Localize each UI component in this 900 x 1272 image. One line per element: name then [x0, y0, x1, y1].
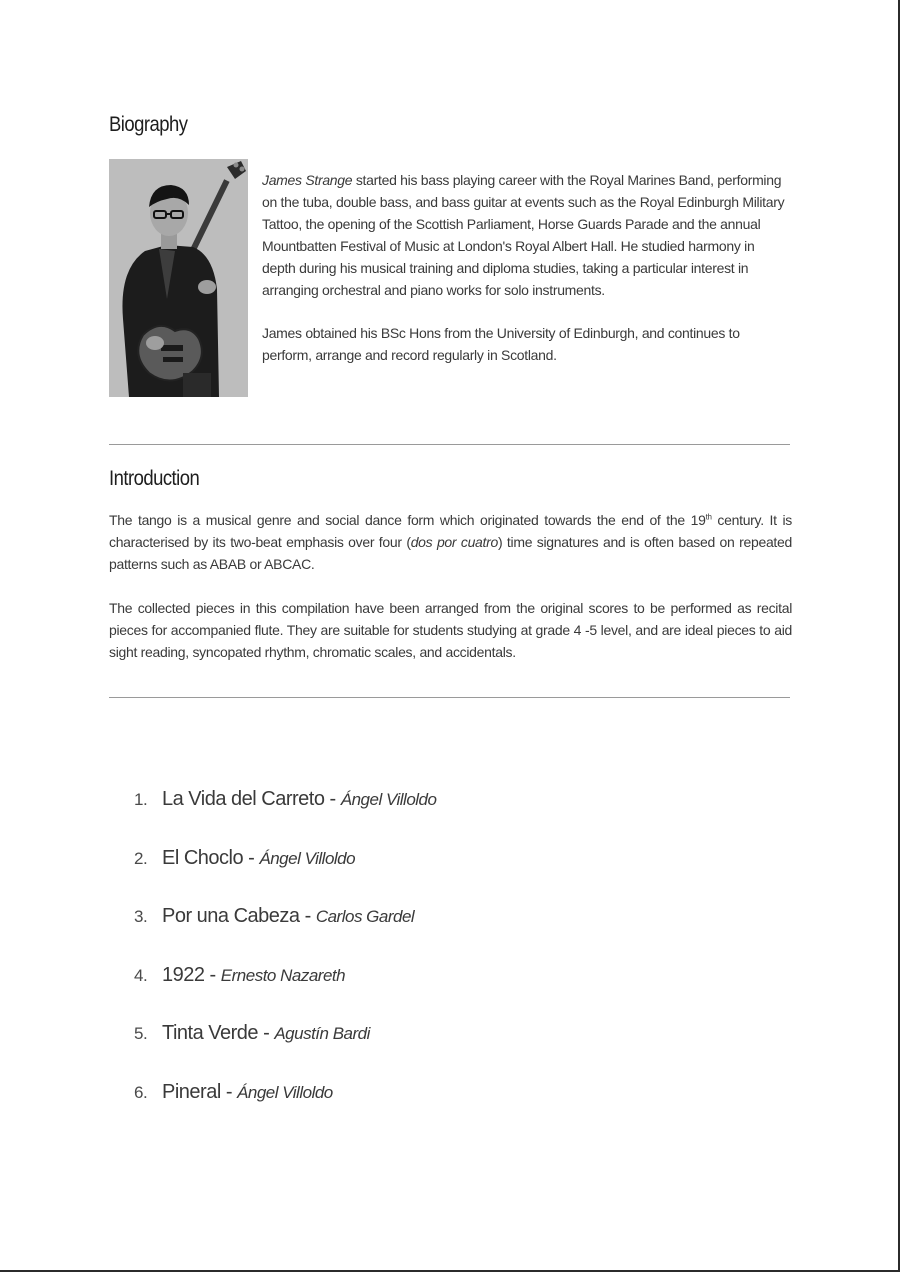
introduction-text [109, 510, 792, 663]
biography-paragraph-1 [262, 170, 790, 301]
track-title: La Vida del Carreto [162, 788, 325, 810]
intro-p1-part-3: ) time signatures and is often based on repeated patterns such as ABAB or ABCAC. [109, 533, 792, 572]
track-separator: - [243, 846, 260, 869]
track-separator: - [204, 963, 221, 986]
track-title: Tinta Verde [162, 1022, 259, 1045]
intro-p1-part-2: century. It is characterised by its two-beat emphasis over four ( [109, 512, 793, 550]
biography-heading: Biography [109, 113, 188, 136]
track-item [134, 847, 436, 906]
author-name: James Strange [262, 172, 353, 188]
track-composer: Ángel Villoldo [259, 848, 356, 868]
introduction-paragraph-1 [109, 510, 792, 576]
introduction-paragraph-2: The collected pieces in this compilation have been arranged from the original scores to be performed as recital pieces for accompanied flute. They are suitable for students studying at grade 4 -5 level, and are ideal pieces to aid sight reading, syncopated rhythm, chromatic scales, and accidentals. [109, 599, 792, 660]
biography-paragraph-1-text: started his bass playing career with the Royal Marines Band, performing on the tuba, double bass, and bass guitar at events such as the Royal Edinburgh Military Tattoo, the opening of the Scottish Parliament, Horse Guards Parade and the annual Mountbatten Festival of Music at London's Royal Albert Hall. He studied harmony in depth during his musical training and diploma studies, taking a particular interest in arranging orchestral and piano works for solo instruments. [262, 172, 785, 298]
track-item [134, 1081, 436, 1140]
track-number: 4. [134, 965, 148, 985]
track-composer: Ernesto Nazareth [220, 965, 346, 985]
ordinal-superscript: th [705, 512, 712, 522]
track-composer: Agustín Bardi [274, 1024, 370, 1044]
track-title: Por una Cabeza [162, 905, 300, 928]
track-number: 5. [134, 1024, 148, 1044]
track-list [134, 788, 436, 1140]
biography-paragraph-2: James obtained his BSc Hons from the University of Edinburgh, and continues to perform, arrange and record regularly in Scotland. [262, 325, 740, 364]
track-separator: - [324, 788, 341, 810]
track-title: 1922 [162, 963, 205, 986]
track-composer: Ángel Villoldo [237, 1082, 333, 1102]
track-number: 1. [134, 790, 148, 809]
track-separator: - [220, 1080, 238, 1103]
introduction-heading: Introduction [109, 467, 200, 490]
track-title: El Choclo [162, 846, 244, 869]
section-divider [109, 697, 790, 698]
track-item [134, 788, 436, 847]
track-number: 6. [134, 1082, 148, 1102]
track-number: 2. [134, 848, 148, 868]
track-separator: - [299, 905, 316, 928]
track-title: Pineral [162, 1080, 221, 1103]
section-divider [109, 444, 790, 445]
intro-p1-part-1: The tango is a musical genre and social dance form which originated towards the end of the 19 [109, 512, 706, 528]
author-photo [109, 159, 248, 397]
track-composer: Carlos Gardel [315, 907, 415, 927]
track-item [134, 1022, 436, 1081]
track-separator: - [258, 1022, 275, 1045]
track-item [134, 964, 436, 1023]
track-number: 3. [134, 907, 148, 927]
track-item [134, 905, 436, 964]
track-composer: Ángel Villoldo [340, 790, 437, 809]
intro-p1-italic: dos por cuatro [410, 533, 498, 550]
biography-text [262, 170, 790, 367]
